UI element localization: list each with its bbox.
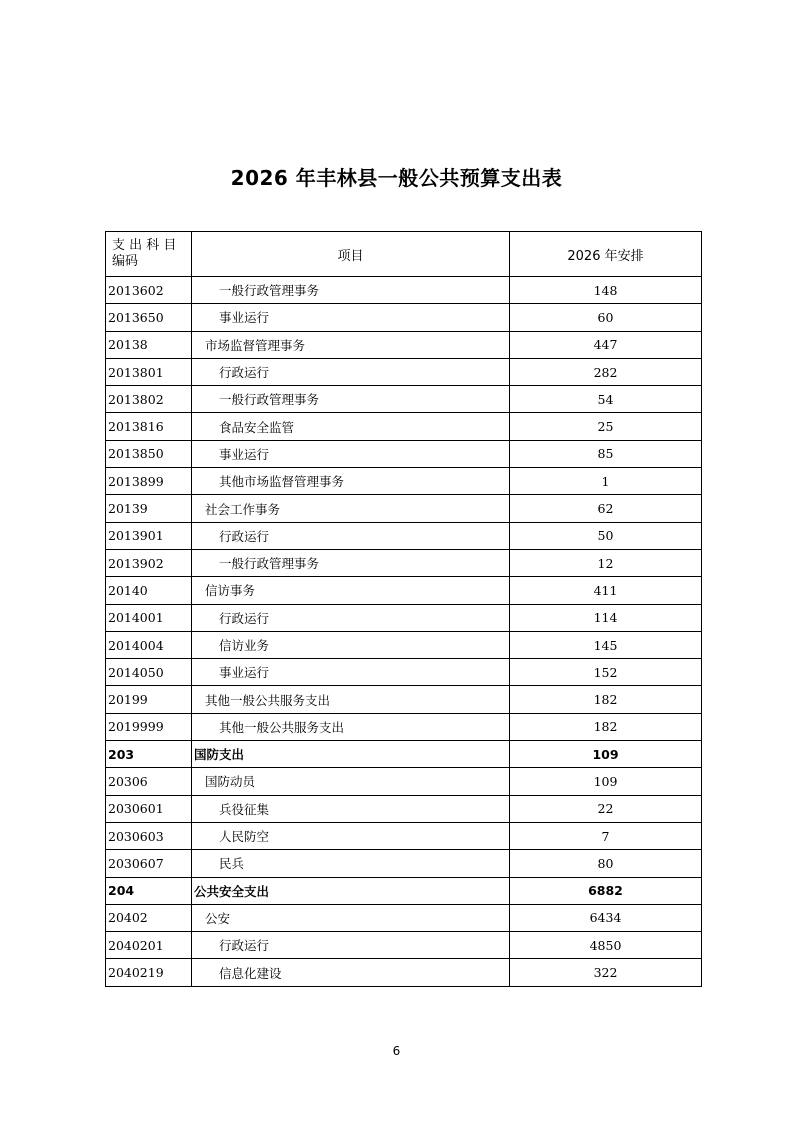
table-row <box>106 386 702 413</box>
table-row <box>106 631 702 658</box>
amount-cell: 22 <box>510 795 702 822</box>
table-row <box>106 522 702 549</box>
amount-cell: 145 <box>510 631 702 658</box>
table-row <box>106 604 702 631</box>
amount-cell: 109 <box>510 741 702 768</box>
code-cell: 204 <box>106 877 192 904</box>
name-cell: 民兵 <box>192 850 510 877</box>
table-row <box>106 850 702 877</box>
table-row <box>106 549 702 576</box>
header-amount: 2026 年安排 <box>510 232 702 277</box>
name-cell: 行政运行 <box>192 522 510 549</box>
name-cell: 行政运行 <box>192 932 510 959</box>
name-cell: 市场监督管理事务 <box>192 331 510 358</box>
table-row <box>106 659 702 686</box>
code-cell: 2013650 <box>106 304 192 331</box>
header-row <box>106 232 702 277</box>
amount-cell: 85 <box>510 440 702 467</box>
table-row <box>106 686 702 713</box>
code-cell: 20140 <box>106 577 192 604</box>
code-cell: 2013850 <box>106 440 192 467</box>
amount-cell: 6882 <box>510 877 702 904</box>
table-row <box>106 795 702 822</box>
amount-cell: 152 <box>510 659 702 686</box>
table-row <box>106 741 702 768</box>
name-cell: 一般行政管理事务 <box>192 386 510 413</box>
amount-cell: 182 <box>510 686 702 713</box>
name-cell: 行政运行 <box>192 358 510 385</box>
code-cell: 2013901 <box>106 522 192 549</box>
code-cell: 20139 <box>106 495 192 522</box>
code-cell: 2030603 <box>106 822 192 849</box>
table-row <box>106 768 702 795</box>
table-body <box>106 277 702 987</box>
name-cell: 一般行政管理事务 <box>192 277 510 304</box>
table-row <box>106 877 702 904</box>
table-row <box>106 468 702 495</box>
name-cell: 人民防空 <box>192 822 510 849</box>
amount-cell: 322 <box>510 959 702 986</box>
table-row <box>106 822 702 849</box>
code-cell: 2013801 <box>106 358 192 385</box>
name-cell: 其他一般公共服务支出 <box>192 713 510 740</box>
code-cell: 2013802 <box>106 386 192 413</box>
budget-table <box>105 231 702 987</box>
table-row <box>106 413 702 440</box>
amount-cell: 80 <box>510 850 702 877</box>
table-row <box>106 495 702 522</box>
amount-cell: 62 <box>510 495 702 522</box>
name-cell: 兵役征集 <box>192 795 510 822</box>
amount-cell: 282 <box>510 358 702 385</box>
table-row <box>106 277 702 304</box>
table-row <box>106 440 702 467</box>
amount-cell: 411 <box>510 577 702 604</box>
amount-cell: 109 <box>510 768 702 795</box>
name-cell: 事业运行 <box>192 440 510 467</box>
code-cell: 2013902 <box>106 549 192 576</box>
code-cell: 20306 <box>106 768 192 795</box>
name-cell: 公共安全支出 <box>192 877 510 904</box>
name-cell: 公安 <box>192 904 510 931</box>
table-row <box>106 331 702 358</box>
document-title: 2026 年丰林县一般公共预算支出表 <box>230 166 563 190</box>
name-cell: 信息化建设 <box>192 959 510 986</box>
code-cell: 2030601 <box>106 795 192 822</box>
code-cell: 2013602 <box>106 277 192 304</box>
table-row <box>106 713 702 740</box>
table-row <box>106 959 702 986</box>
name-cell: 食品安全监管 <box>192 413 510 440</box>
amount-cell: 25 <box>510 413 702 440</box>
amount-cell: 60 <box>510 304 702 331</box>
amount-cell: 54 <box>510 386 702 413</box>
code-cell: 2040201 <box>106 932 192 959</box>
amount-cell: 148 <box>510 277 702 304</box>
name-cell: 国防支出 <box>192 741 510 768</box>
name-cell: 社会工作事务 <box>192 495 510 522</box>
name-cell: 一般行政管理事务 <box>192 549 510 576</box>
table-row <box>106 577 702 604</box>
table-row <box>106 358 702 385</box>
name-cell: 国防动员 <box>192 768 510 795</box>
code-cell: 2014001 <box>106 604 192 631</box>
amount-cell: 1 <box>510 468 702 495</box>
name-cell: 行政运行 <box>192 604 510 631</box>
name-cell: 信访事务 <box>192 577 510 604</box>
amount-cell: 6434 <box>510 904 702 931</box>
name-cell: 其他一般公共服务支出 <box>192 686 510 713</box>
code-cell: 20402 <box>106 904 192 931</box>
code-cell: 2013899 <box>106 468 192 495</box>
code-cell: 2040219 <box>106 959 192 986</box>
name-cell: 其他市场监督管理事务 <box>192 468 510 495</box>
table-row <box>106 904 702 931</box>
header-code: 支 出 科 目 编码 <box>106 232 192 277</box>
name-cell: 事业运行 <box>192 659 510 686</box>
code-cell: 20199 <box>106 686 192 713</box>
name-cell: 信访业务 <box>192 631 510 658</box>
code-cell: 20138 <box>106 331 192 358</box>
amount-cell: 114 <box>510 604 702 631</box>
table-row <box>106 304 702 331</box>
table-header <box>106 232 702 277</box>
page-number: 6 <box>392 1044 401 1058</box>
code-cell: 2030607 <box>106 850 192 877</box>
amount-cell: 12 <box>510 549 702 576</box>
code-cell: 2019999 <box>106 713 192 740</box>
code-cell: 2014050 <box>106 659 192 686</box>
code-cell: 2014004 <box>106 631 192 658</box>
code-cell: 2013816 <box>106 413 192 440</box>
code-cell: 203 <box>106 741 192 768</box>
table-row <box>106 932 702 959</box>
amount-cell: 4850 <box>510 932 702 959</box>
amount-cell: 50 <box>510 522 702 549</box>
amount-cell: 182 <box>510 713 702 740</box>
header-name: 项目 <box>192 232 510 277</box>
amount-cell: 447 <box>510 331 702 358</box>
name-cell: 事业运行 <box>192 304 510 331</box>
amount-cell: 7 <box>510 822 702 849</box>
